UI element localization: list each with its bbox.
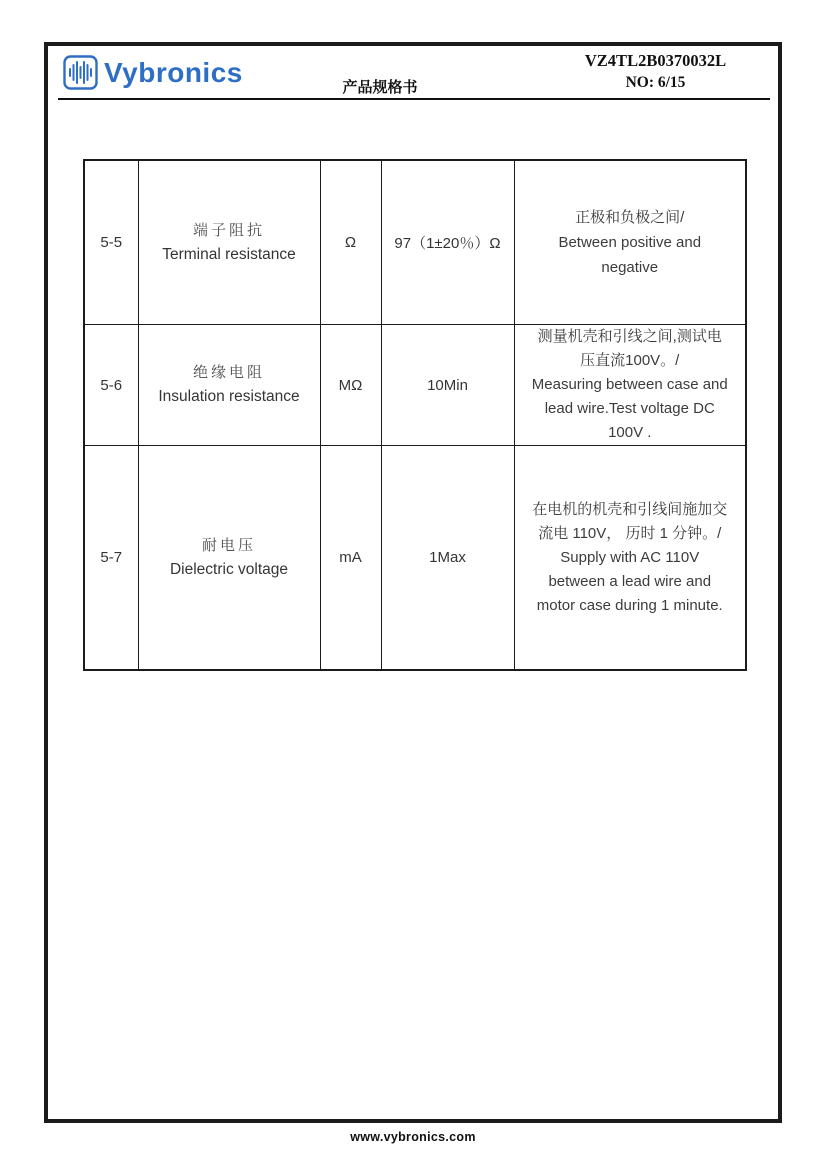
header-divider	[58, 98, 770, 100]
condition-line: 压直流100V。/	[580, 352, 680, 369]
table-row	[84, 446, 746, 671]
row-id: 5-6	[84, 325, 138, 446]
spec-table	[83, 159, 747, 671]
header-doc-info	[553, 50, 758, 93]
item-cell	[138, 446, 320, 671]
condition-line: 在电机的机壳和引线间施加交	[532, 500, 728, 518]
table-row	[84, 160, 746, 325]
item-name-en: Insulation resistance	[158, 388, 300, 405]
condition-cell	[514, 446, 746, 671]
item-cell	[138, 325, 320, 446]
condition-line: 测量机壳和引线之间,测试电	[537, 328, 722, 345]
condition-cell	[514, 160, 746, 325]
condition-line: 流电 110V， 历时 1 分钟。/	[538, 524, 722, 542]
waveform-icon	[62, 54, 99, 91]
condition-line: 正极和负极之间/	[575, 209, 685, 226]
page-frame	[44, 42, 782, 1123]
condition-line: negative	[601, 259, 659, 276]
condition-line: 100V .	[608, 424, 652, 441]
page-number: NO: 6/15	[625, 74, 686, 91]
spec-table-container	[83, 159, 747, 671]
row-id: 5-7	[84, 446, 138, 671]
item-name-cn: 绝缘电阻	[192, 365, 265, 381]
condition-line: lead wire.Test voltage DC	[544, 400, 715, 417]
item-name-cn: 端子阻抗	[192, 222, 265, 239]
table-row	[84, 325, 746, 446]
model-number: VZ4TL2B0370032L	[584, 51, 727, 70]
condition-line: motor case during 1 minute.	[536, 596, 723, 614]
condition-cell	[514, 325, 746, 446]
brand-logo	[62, 54, 243, 91]
unit-cell: mA	[320, 446, 381, 671]
item-name-cn: 耐电压	[201, 537, 256, 554]
row-id: 5-5	[84, 160, 138, 325]
unit-cell: Ω	[320, 160, 381, 325]
brand-wordmark: Vybronics	[104, 57, 243, 88]
spec-value-cell: 1Max	[381, 446, 514, 671]
spec-value-cell: 10Min	[381, 325, 514, 446]
condition-line: Measuring between case and	[531, 376, 728, 393]
condition-line: between a lead wire and	[548, 572, 712, 590]
item-name-en: Terminal resistance	[162, 245, 296, 263]
item-name-en: Dielectric voltage	[169, 560, 289, 578]
item-cell	[138, 160, 320, 325]
unit-cell: MΩ	[320, 325, 381, 446]
document-title: 产品规格书	[342, 80, 418, 96]
spec-value-cell: 97（1±20％）Ω	[381, 160, 514, 325]
footer-website: www.vybronics.com	[350, 1130, 476, 1144]
condition-line: Supply with AC 110V	[560, 548, 700, 566]
condition-line: Between positive and	[558, 234, 702, 251]
